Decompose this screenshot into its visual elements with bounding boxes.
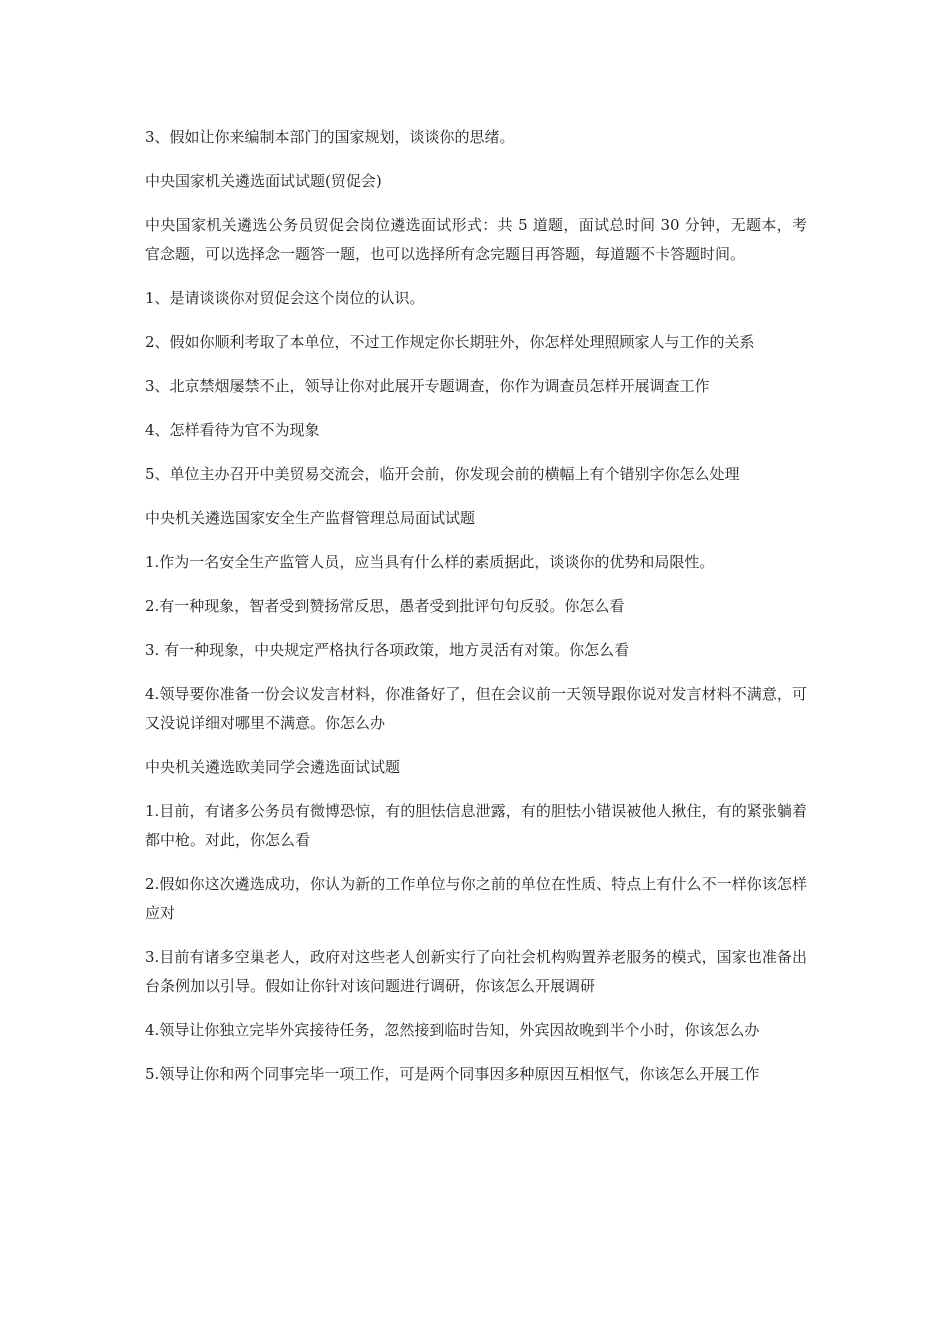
question-item: 4.领导要你准备一份会议发言材料，你准备好了，但在会议前一天领导跟你说对发言材料不满意，可又没说详细对哪里不满意。你怎么办 (145, 685, 807, 732)
question-item: 4.领导让你独立完毕外宾接待任务，忽然接到临时告知，外宾因故晚到半个小时，你该怎么办 (145, 1021, 760, 1039)
question-item: 3、北京禁烟屡禁不止，领导让你对此展开专题调查，你作为调查员怎样开展调查工作 (145, 377, 710, 395)
question-item: 3. 有一种现象，中央规定严格执行各项政策，地方灵活有对策。你怎么看 (145, 641, 630, 659)
question-item: 1.目前，有诸多公务员有微博恐惊，有的胆怯信息泄露，有的胆怯小错误被他人揪住，有的紧张躺着都中枪。对此，你怎么看 (145, 802, 807, 849)
section-heading: 中央国家机关遴选面试试题(贸促会) (145, 172, 382, 190)
section-heading: 中央机关遴选国家安全生产监督管理总局面试试题 (145, 509, 476, 527)
question-item: 3.目前有诸多空巢老人，政府对这些老人创新实行了向社会机构购置养老服务的模式，国家也准备出台条例加以引导。假如让你针对该问题进行调研，你该怎么开展调研 (145, 948, 807, 995)
question-item: 4、怎样看待为官不为现象 (145, 421, 320, 439)
question-item: 1、是请谈谈你对贸促会这个岗位的认识。 (145, 289, 425, 307)
section-intro: 中央国家机关遴选公务员贸促会岗位遴选面试形式：共 5 道题，面试总时间 30 分钟，无题本，考官念题，可以选择念一题答一题，也可以选择所有念完题目再答题，每道题不卡答题时间。 (145, 216, 807, 263)
question-item: 2、假如你顺利考取了本单位，不过工作规定你长期驻外，你怎样处理照顾家人与工作的关系 (145, 333, 755, 351)
question-item: 2.有一种现象，智者受到赞扬常反思，愚者受到批评句句反驳。你怎么看 (145, 597, 625, 615)
section-heading: 中央机关遴选欧美同学会遴选面试试题 (145, 758, 401, 776)
question-item: 3、假如让你来编制本部门的国家规划，谈谈你的思绪。 (145, 128, 515, 146)
question-item: 5.领导让你和两个同事完毕一项工作，可是两个同事因多种原因互相怄气，你该怎么开展工作 (145, 1065, 760, 1083)
document-body (145, 123, 807, 1104)
question-item: 5、单位主办召开中美贸易交流会，临开会前，你发现会前的横幅上有个错别字你怎么处理 (145, 465, 740, 483)
question-item: 2.假如你这次遴选成功，你认为新的工作单位与你之前的单位在性质、特点上有什么不一样你该怎样应对 (145, 875, 807, 922)
question-item: 1.作为一名安全生产监管人员，应当具有什么样的素质据此，谈谈你的优势和局限性。 (145, 553, 715, 571)
